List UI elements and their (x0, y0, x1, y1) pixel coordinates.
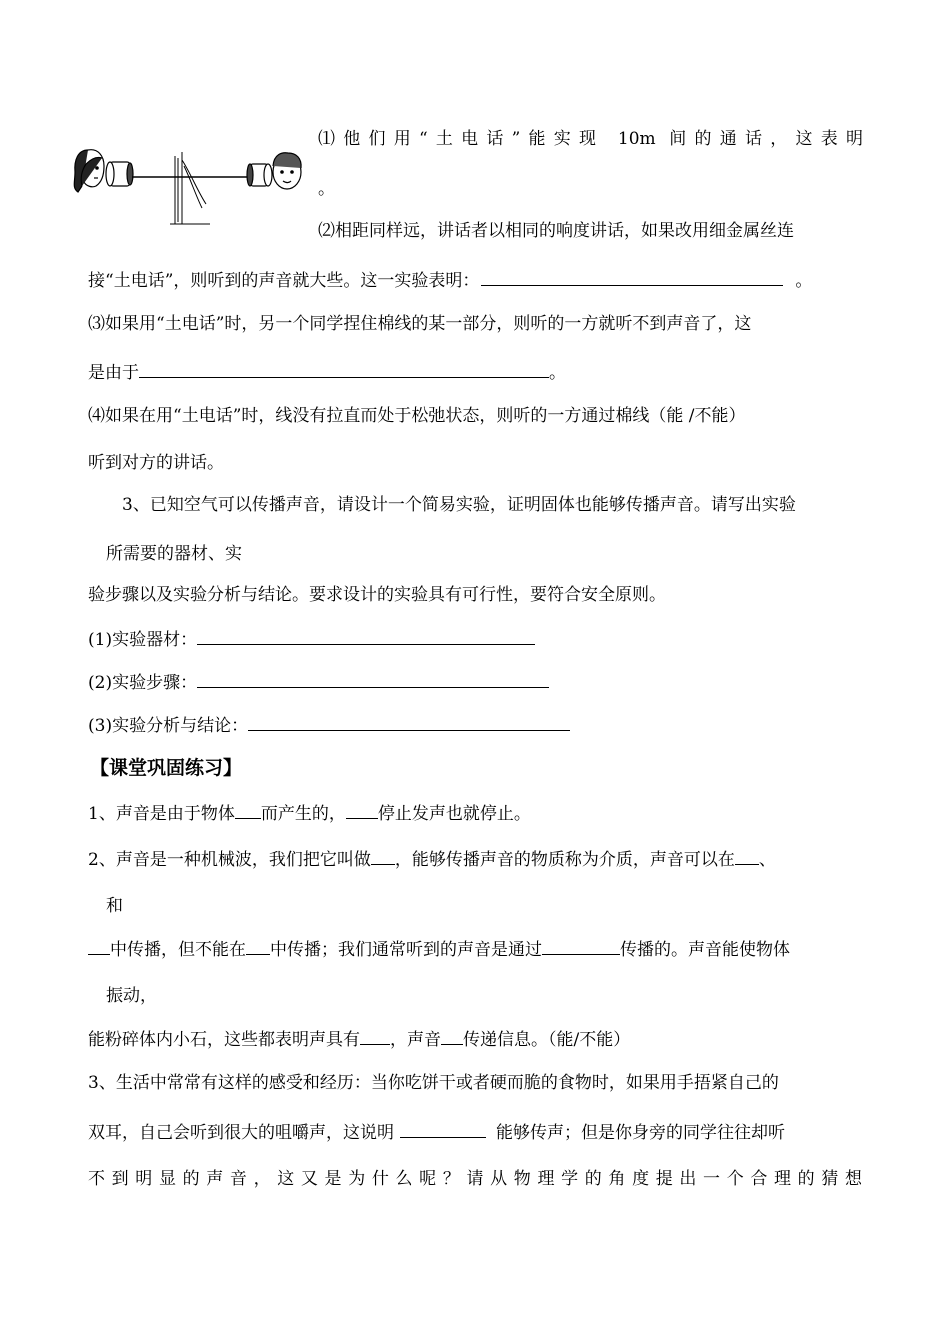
steps-label: (2)实验步骤： (88, 673, 198, 693)
p2-text-f: 中传播；我们通常听到的声音是通过 (270, 940, 542, 960)
support-post (170, 152, 210, 224)
design-line2: 所需要的器材、实 (106, 544, 242, 564)
p3-text-a: 双耳，自己会听到很大的咀嚼声，这说明 (88, 1123, 394, 1143)
practice-heading: 【课堂巩固练习】 (90, 757, 243, 779)
p2-text-g: 传播的。声音能使物体 (620, 940, 790, 960)
p1-blank2[interactable] (346, 801, 378, 819)
p2-text-e: 中传播，但不能在 (110, 940, 246, 960)
right-cup (247, 164, 272, 186)
p2-text-j: ，声音 (390, 1030, 441, 1050)
p2-blank1[interactable] (371, 847, 395, 865)
experiment-q1-line1: ⑴他们用“土电话”能实现 10m 间的通话，这表明 (318, 129, 863, 149)
p2-blank2[interactable] (735, 847, 759, 865)
design-materials (88, 627, 535, 651)
boy-figure (273, 153, 301, 189)
practice-q2-line5 (88, 1027, 630, 1051)
q2-blank[interactable] (481, 268, 783, 286)
p2-text-c: 、 (758, 850, 776, 870)
design-steps (88, 670, 549, 694)
design-line1: 3、已知空气可以传播声音，请设计一个简易实验，证明固体也能够传播声音。请写出实验 (122, 495, 796, 515)
p2-text-a: 2、声音是一种机械波，我们把它叫做 (88, 850, 371, 870)
experiment-q3-line1: ⑶如果用“土电话”时，另一个同学捏住棉线的某一部分，则听的一方就听不到声音了，这 (88, 314, 752, 334)
steps-blank[interactable] (197, 670, 549, 688)
p1-text-a: 1、声音是由于物体 (88, 804, 235, 824)
p2-blank3[interactable] (88, 937, 110, 955)
experiment-q1-line2: 。 (318, 179, 335, 199)
p3-text-b: 能够传声；但是你身旁的同学往往却听 (496, 1123, 785, 1143)
experiment-q4-line1: ⑷如果在用“土电话”时，线没有拉直而处于松弛状态，则听的一方通过棉线（能 /不能） (88, 406, 746, 426)
practice-q3-line1: 3、生活中常常有这样的感受和经历：当你吃饼干或者硬而脆的食物时，如果用手捂紧自己的 (88, 1073, 779, 1093)
materials-label: (1)实验器材： (88, 630, 198, 650)
q3-blank[interactable] (139, 360, 549, 378)
experiment-q3-line2 (88, 360, 566, 384)
q3-end: 。 (549, 363, 566, 383)
p3-blank[interactable] (400, 1120, 486, 1138)
p2-text-k: 传递信息。（能/不能） (463, 1030, 631, 1050)
p1-text-b: 而产生的， (260, 804, 346, 824)
p2-blank5[interactable] (542, 937, 620, 955)
girl-figure (74, 150, 104, 192)
design-conclusion (88, 713, 570, 737)
p2-blank7[interactable] (441, 1027, 463, 1045)
practice-q2-line1 (88, 847, 776, 871)
p2-text-i: 能粉碎体内小石，这些都表明声具有 (88, 1030, 360, 1050)
experiment-q4-line2: 听到对方的讲话。 (88, 453, 224, 473)
q2-text: 接“土电话”，则听到的声音就大些。这一实验表明： (88, 271, 480, 291)
practice-q1 (88, 801, 531, 825)
materials-blank[interactable] (197, 627, 535, 645)
q3-text: 是由于 (88, 363, 139, 383)
design-line3: 验步骤以及实验分析与结论。要求设计的实验具有可行性，要符合安全原则。 (88, 585, 666, 605)
practice-q3-line3: 不到明显的声音，这又是为什么呢？请从物理学的角度提出一个合理的猜想 (88, 1169, 862, 1189)
p1-text-c: 停止发声也就停止。 (377, 804, 531, 824)
conclusion-blank[interactable] (248, 713, 570, 731)
practice-q2-line4: 振动， (106, 986, 157, 1006)
left-cup (106, 162, 133, 186)
p2-text-b: ，能够传播声音的物质称为介质，声音可以在 (394, 850, 735, 870)
practice-q2-line3 (88, 937, 790, 961)
experiment-q2-line1: ⑵相距同样远，讲话者以相同的响度讲话，如果改用细金属丝连 (318, 221, 794, 241)
p1-blank1[interactable] (235, 801, 261, 819)
p2-blank4[interactable] (246, 937, 270, 955)
practice-q2-line2: 和 (106, 896, 123, 916)
string-telephone-illustration (70, 142, 310, 226)
p2-blank6[interactable] (360, 1027, 390, 1045)
practice-q3-line2 (88, 1120, 785, 1144)
experiment-q2-line2 (88, 268, 812, 292)
conclusion-label: (3)实验分析与结论： (88, 716, 249, 736)
q2-end: 。 (795, 271, 813, 291)
